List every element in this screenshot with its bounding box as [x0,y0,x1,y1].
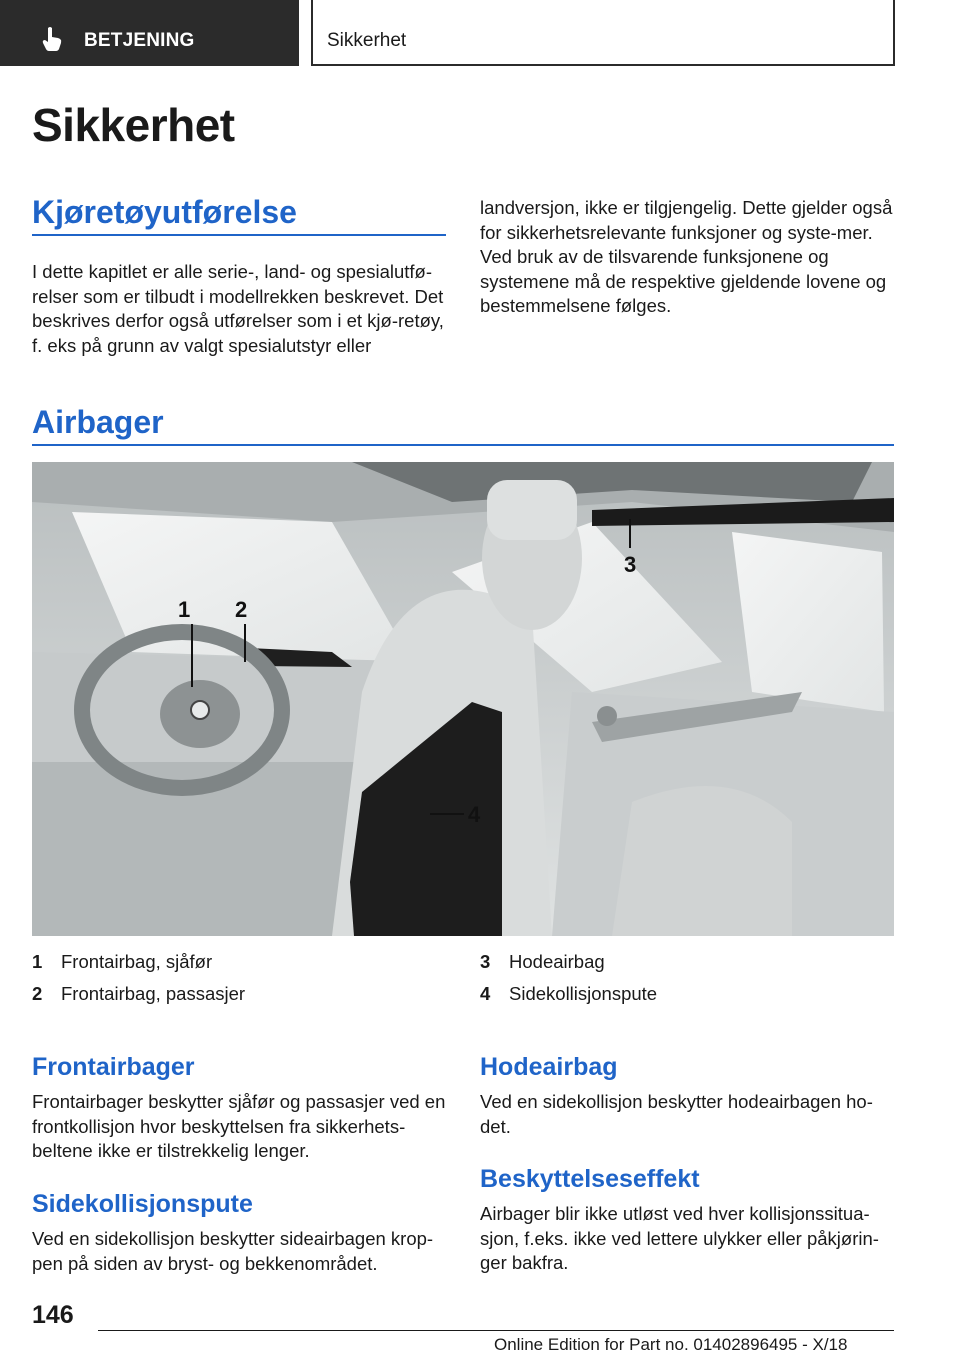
side-airbag-text: Ved en sidekollisjon beskytter sideairbagen krop-pen på siden av bryst- og bekkenområdet. [32,1228,434,1274]
vehicle-text-col1: I dette kapitlet er alle serie-, land- og spesialutfø-relser som er tilbudt i modellrekken beskrevet. Det beskrives derfor også utførelser som i et kjø-retøy, f. eks på grunn av valgt spesialutstyr eller [32,261,444,356]
legend-text: Frontairbag, sjåfør [61,951,213,972]
callout-label: 4 [468,802,481,827]
legend-number: 1 [32,951,43,972]
front-airbags-heading: Frontairbager [32,1053,195,1081]
edition-note: Online Edition for Part no. 01402896495 - X/18 [494,1335,848,1354]
protection-heading: Beskyttelseseffekt [480,1165,700,1193]
callout-label: 1 [178,597,191,622]
vehicle-text-col2: landversjon, ikke er tilgjengelig. Dette gjelder også for sikkerhetsrelevante funksjoner og syste-mer. Ved bruk av de tilsvarende funksjonene og systemene må de respektive gjeldende lovene og bestemmelsene følges. [480,197,893,316]
side-airbag-heading: Sidekollisjonspute [32,1190,253,1218]
section-label: BETJENING [84,30,195,51]
callout-label: 2 [235,597,248,622]
vehicle-heading: Kjøretøyutførelse [32,194,297,230]
legend-right [480,946,657,1010]
section-tab [0,0,299,66]
vehicle-heading-rule [32,234,446,236]
legend-item [32,978,245,1010]
hand-pointer-icon [40,26,64,52]
legend-text: Frontairbag, passasjer [61,983,246,1004]
chapter-tab [311,0,895,66]
legend-text: Sidekollisjonspute [509,983,658,1004]
chapter-label: Sikkerhet [327,30,407,51]
legend-number: 3 [480,951,491,972]
airbags-heading: Airbager [32,404,164,440]
legend-left [32,946,245,1010]
airbags-heading-rule [32,444,894,446]
front-airbags-text: Frontairbager beskytter sjåfør og passasjer ved en frontkollisjon hvor beskyttelsen fra sikkerhets-beltene ikke er tilstrekkelig lenger. [32,1091,446,1161]
callout-label: 3 [624,552,637,577]
footer-rule [98,1330,894,1331]
head-airbag-text: Ved en sidekollisjon beskytter hodeairbagen ho-det. [480,1091,873,1137]
protection-text: Airbager blir ikke utløst ved hver kollisjonssitua-sjon, f.eks. ikke ved lettere ulykker eller påkjørin-ger bakfra. [480,1203,879,1273]
airbag-illustration [32,462,894,936]
page-number: 146 [32,1301,74,1329]
page-header [0,0,960,66]
legend-number: 4 [480,983,491,1004]
legend-item [32,946,245,978]
legend-text: Hodeairbag [509,951,605,972]
page-title: Sikkerhet [32,99,235,151]
legend-number: 2 [32,983,43,1004]
head-airbag-heading: Hodeairbag [480,1053,618,1081]
legend-item [480,946,657,978]
legend-item [480,978,657,1010]
